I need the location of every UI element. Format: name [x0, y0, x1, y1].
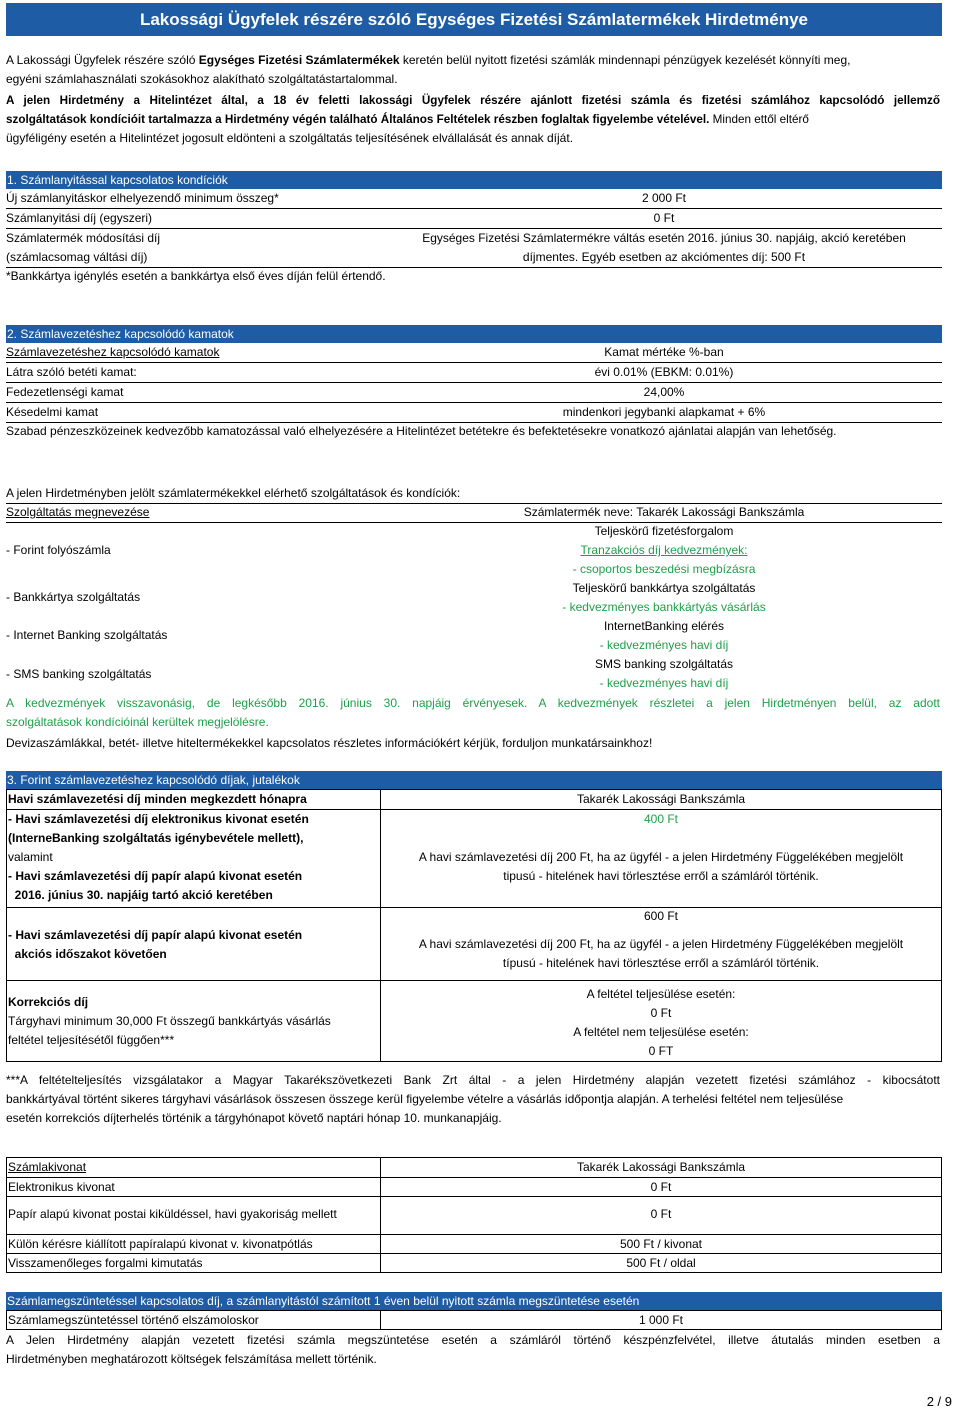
fee-label: - Havi számlavezetési díj papír alapú kivonat esetén: [8, 869, 303, 883]
fee-price: 400 Ft: [643, 812, 679, 826]
fee-label: akciós időszakot követően: [8, 947, 167, 961]
row-value: 0 Ft: [650, 1207, 672, 1221]
row-label: Számlamegszüntetéssel történő elszámoloskor: [8, 1313, 259, 1327]
col-header: Takarék Lakossági Bankszámla: [576, 1160, 746, 1174]
row-label: Látra szóló betéti kamat:: [6, 365, 137, 379]
table-row: [7, 1254, 941, 1272]
row-label: Elektronikus kivonat: [8, 1180, 115, 1194]
fee-label: - Havi számlavezetési díj papír alapú kivonat esetén: [8, 928, 303, 942]
section1-header: 1. Számlanyitással kapcsolatos kondíciók: [6, 171, 942, 189]
statement-table: [6, 1157, 942, 1273]
fee-block-1: [7, 810, 941, 908]
table-row: [6, 383, 942, 403]
table-row: [6, 229, 942, 268]
fee-note: A havi számlavezetési díj 200 Ft, ha az ügyfél - a jelen Hirdetmény Függelékében megjelölt: [418, 937, 904, 951]
row-label: Papír alapú kivonat postai kiküldéssel, havi gyakoriság mellett: [8, 1207, 337, 1221]
col-header: Havi számlavezetési díj minden megkezdett hónapra: [8, 792, 307, 806]
fee-block-2: [7, 908, 941, 981]
table-header-row: [7, 1158, 941, 1178]
row-value: mindenkori jegybanki alapkamat + 6%: [562, 405, 766, 419]
row-label: Számlatermék módosítási díj: [6, 231, 161, 245]
row-label: Külön kérésre kiállított papíralapú kivonat v. kivonatpótlás: [8, 1237, 313, 1251]
row-value: 0 Ft: [650, 1180, 672, 1194]
row-label: Új számlanyitáskor elhelyezendő minimum összeg*: [6, 191, 279, 205]
col-header: Számlavezetéshez kapcsolódó kamatok: [6, 345, 220, 359]
row-value: 2 000 Ft: [641, 191, 687, 205]
service-label: - Bankkártya szolgáltatás: [6, 590, 141, 604]
col-header: Számlatermék neve: Takarék Lakossági Bankszámla: [523, 505, 805, 519]
intro-text: A Lakossági Ügyfelek részére szóló: [6, 53, 199, 67]
page-number: 2 / 9: [926, 1394, 952, 1409]
section2-table: [6, 343, 942, 423]
service-discount: - kedvezményes bankkártyás vásárlás: [562, 600, 766, 614]
fee-condition: A feltétel nem teljesülése esetén:: [573, 1025, 749, 1039]
section1-note: *Bankkártya igénylés esetén a bankkártya első éves díján felül értendő.: [6, 269, 386, 283]
fee-label: Korrekciós díj: [8, 995, 89, 1009]
service-label: - Forint folyószámla: [6, 543, 111, 557]
col-header: Kamat mértéke %-ban: [604, 345, 724, 359]
service-value: InternetBanking elérés: [603, 619, 725, 633]
fee-note: A havi számlavezetési díj 200 Ft, ha az ügyfél - a jelen Hirdetmény Függelékében megjelölt: [418, 850, 904, 864]
service-discount: - kedvezményes havi díj: [599, 638, 729, 652]
service-discount: - csoportos beszedési megbízásra: [572, 562, 756, 576]
service-value: Teljeskörű bankkártya szolgáltatás: [572, 581, 756, 595]
closing-header: Számlamegszüntetéssel kapcsolatos díj, a számlanyitástól számított 1 éven belül nyitott számla megszüntetése esetén: [6, 1292, 942, 1310]
section2-header: 2. Számlavezetéshez kapcsolódó kamatok: [6, 325, 942, 343]
services-title: A jelen Hirdetményben jelölt számlatermékekkel elérhető szolgáltatások és kondíciók:: [6, 486, 461, 500]
fee-label: Tárgyhavi minimum 30,000 Ft összegű bankkártyás vásárlás: [8, 1014, 331, 1028]
table-row: [6, 403, 942, 423]
section3-foot-1: ***A feltételteljesítés vizsgálatakor a Magyar Takarékszövetkezeti Bank Zrt által - a jelen Hirdetmény alapján vezetett fizetési számlához - kibocsátott: [6, 1073, 940, 1087]
service-label: - Internet Banking szolgáltatás: [6, 628, 168, 642]
table-row: [6, 189, 942, 209]
intro-line-2: egyéni számlahasználati szokásokhoz alakítható szolgáltatástartalommal.: [6, 72, 398, 86]
row-value: 500 Ft / oldal: [626, 1256, 696, 1270]
fee-label: - Havi számlavezetési díj elektronikus kivonat esetén: [8, 812, 309, 826]
closing-table: [6, 1310, 942, 1330]
closing-note-2: Hirdetményben meghatározott költségek felszámítása mellett történik.: [6, 1352, 377, 1366]
table-row: [6, 363, 942, 383]
table-row: [7, 1178, 941, 1197]
intro-p2-rest: Minden ettől eltérő: [709, 113, 809, 126]
section3-header: 3. Forint számlavezetéshez kapcsolódó díjak, jutalékok: [6, 771, 942, 789]
section1-table: [6, 189, 942, 268]
fee-label: valamint: [8, 850, 53, 864]
row-label-2: (számlacsomag váltási díj): [6, 250, 148, 264]
table-row: [6, 209, 942, 229]
fee-note: típusú - hitelének havi törlesztése erről a számláról történik.: [502, 956, 820, 970]
fee-note: tipusú - hitelének havi törlesztése erről a számláról történik.: [503, 869, 819, 883]
col-header: Takarék Lakossági Bankszámla: [576, 792, 746, 806]
service-discount: [386, 541, 942, 560]
row-value: 24,00%: [643, 385, 685, 399]
service-value: Teljeskörű fizetésforgalom: [594, 524, 734, 538]
services-green-note-2: szolgáltatások kondícióinál kerültek megjelölésre.: [6, 715, 269, 729]
page-title: Lakossági Ügyfelek részére szóló Egységes Fizetési Számlatermékek Hirdetménye: [6, 3, 942, 36]
row-label: Késedelmi kamat: [6, 405, 99, 419]
col-header: Szolgáltatás megnevezése: [6, 505, 150, 519]
table-row: [7, 1197, 941, 1235]
service-discount-label: Tranzakciós díj kedvezmények:: [580, 543, 748, 557]
services-table: [6, 522, 942, 693]
table-header-row: [7, 790, 941, 810]
fee-price: 0 FT: [648, 1044, 674, 1058]
intro-text-cont: keretén belül nyitott fizetési számlák mindennapi pénzügyek kezelését könnyíti meg,: [399, 53, 851, 67]
row-value: 0 Ft: [653, 211, 675, 225]
row-value: Egységes Fizetési Számlatermékre váltás esetén 2016. június 30. napjáig, akció keretében: [422, 231, 906, 245]
section3-foot-2: bankkártyával történt sikeres tárgyhavi vásárlások összesen összege kerül figyelembe vételre a vásárlás időpontja alapján. A terhelési feltétel nem teljesülése: [6, 1092, 844, 1106]
fee-block-3: [7, 981, 941, 1061]
col-header: Számlakivonat: [8, 1160, 87, 1174]
closing-note-1: A Jelen Hirdetmény alapján vezetett fizetési számla megszüntetése esetén a számláról történő készpénzfelvétel, illetve átutalás minden esetben a: [6, 1333, 940, 1347]
services-col-header: [6, 503, 942, 523]
intro-p2-line-3: ügyféligény esetén a Hitelintézet jogosult eldönteni a szolgáltatás teljesítésének elvállalását és annak díját.: [6, 131, 574, 145]
intro-p2-line-1: A jelen Hirdetmény a Hitelintézet által, a 18 év feletti lakossági Ügyfelek részére ajánlott fizetési számla és fizetési számlához kapcsolódó jellemző: [6, 94, 940, 107]
section3-table: [6, 789, 942, 1062]
row-value: 500 Ft / kivonat: [619, 1237, 703, 1251]
row-value-2: díjmentes. Egyéb esetben az akciómentes díj: 500 Ft: [522, 250, 806, 264]
service-label: - SMS banking szolgáltatás: [6, 667, 152, 681]
services-foreign-note: Devizaszámlákkal, betét- illetve hiteltermékekkel kapcsolatos részletes információkért kérjük, forduljon munkatársainkhoz!: [6, 736, 653, 750]
service-value: SMS banking szolgáltatás: [594, 657, 734, 671]
fee-label: feltétel teljesítésétől függően***: [8, 1033, 175, 1047]
table-header-row: [6, 343, 942, 363]
services-header: [6, 484, 942, 504]
intro-p2-line-2: [6, 110, 940, 129]
row-value: évi 0.01% (EBKM: 0.01%): [594, 365, 734, 379]
intro-p2-bold: szolgáltatások kondícióit tartalmazza a Hirdetmény végén található Általános Feltételek részben foglaltak figyelembe vételével.: [6, 113, 710, 126]
intro-line-1: [6, 51, 940, 70]
section2-note: Szabad pénzeszközeinek kedvezőbb kamatozással való elhelyezésére a Hitelintézet betétekre és befektetésekre vonatkozó ajánlatai alapján van lehetőség.: [6, 424, 837, 438]
row-label: Visszamenőleges forgalmi kimutatás: [8, 1256, 203, 1270]
intro-bold: Egységes Fizetési Számlatermékek: [198, 53, 400, 67]
fee-label: (InterneBanking szolgáltatás igénybevétele mellett),: [8, 831, 304, 845]
row-value: 1 000 Ft: [638, 1313, 684, 1327]
table-row: [7, 1235, 941, 1254]
row-label: Fedezetlenségi kamat: [6, 385, 124, 399]
fee-condition: A feltétel teljesülése esetén:: [586, 987, 736, 1001]
fee-price: 600 Ft: [643, 909, 679, 923]
section3-foot-3: esetén korrekciós díjterhelés történik a tárgyhónapot követő naptári hónap 10. munkanapjáig.: [6, 1111, 502, 1125]
row-label: Számlanyitási díj (egyszeri): [6, 211, 153, 225]
services-green-note-1: A kedvezmények visszavonásig, de legkésőbb 2016. június 30. napjáig érvényesek. A kedvezmények részletei a jelen Hirdetményen belül, az adott: [6, 696, 940, 710]
fee-price: 0 Ft: [650, 1006, 672, 1020]
fee-label: 2016. június 30. napjáig tartó akció keretében: [8, 888, 273, 902]
service-discount: - kedvezményes havi díj: [599, 676, 729, 690]
